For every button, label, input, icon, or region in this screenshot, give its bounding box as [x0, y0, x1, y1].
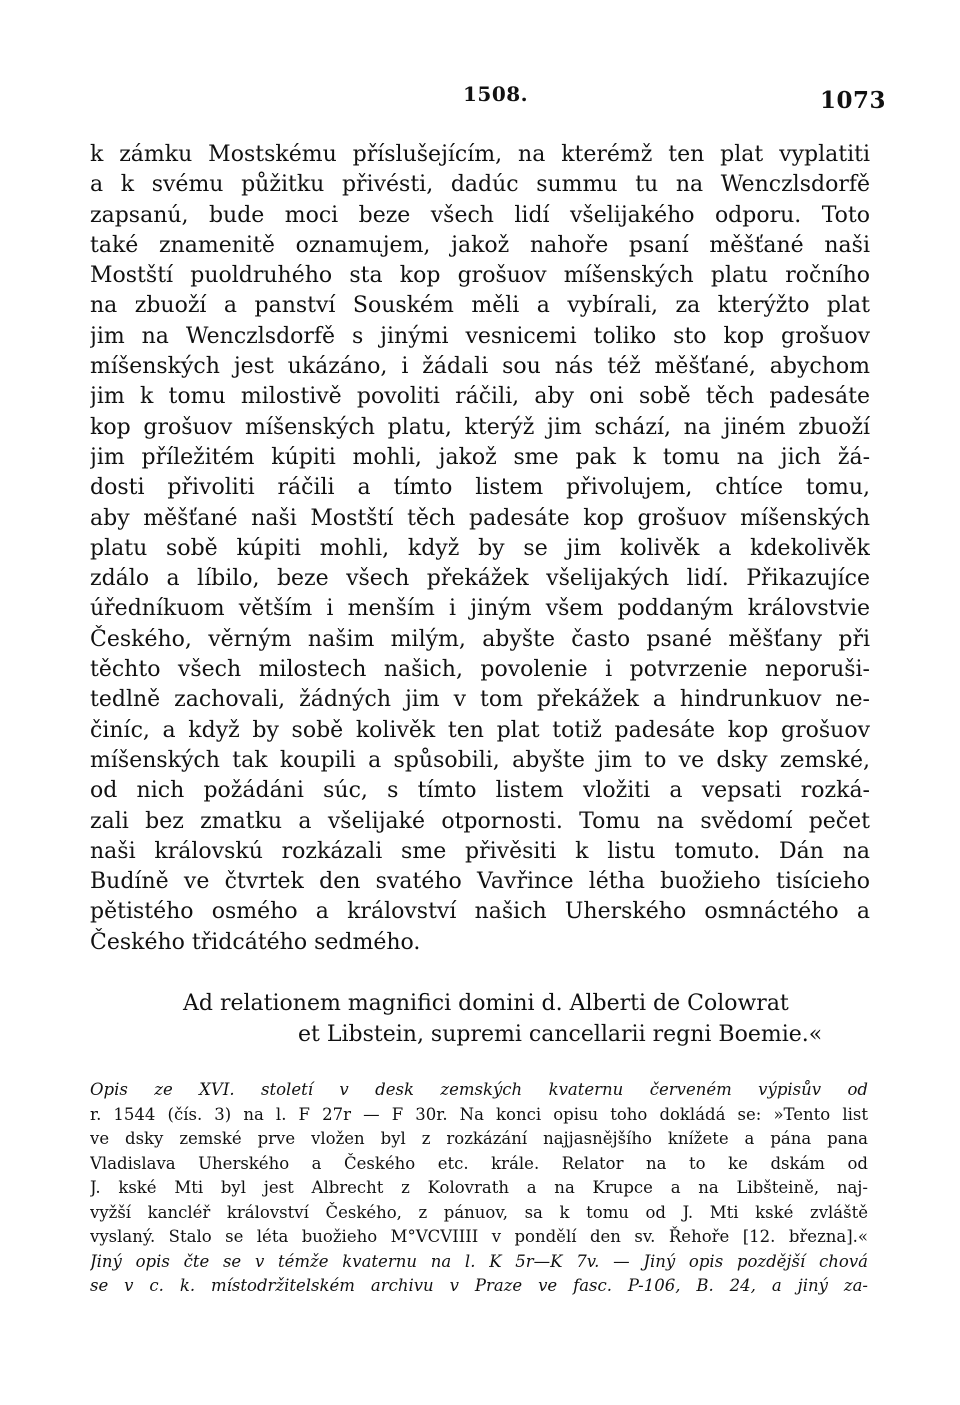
text-line: míšenských tak koupili a spůsobili, abyšte jim to ve dsky zemské,	[90, 747, 870, 773]
text-line: jim k tomu milostivě povoliti ráčili, aby oni sobě těch padesáte	[90, 384, 870, 410]
text-line: k zámku Mostskému příslušejícím, na kterémž ten plat vyplatiti	[90, 142, 870, 167]
footnote-line: ve dsky zemské prve vložen byl z rozkázání najjasnějšího knížete a pána pana	[90, 1129, 868, 1148]
text-line: a k svému půžitku přivésti, dadúc summu tu na Wenczlsdorfě	[90, 172, 870, 198]
text-line: kop grošuov míšenských platu, kterýž jim schází, na jiném zbuoží	[90, 414, 870, 440]
header-year: 1508.	[463, 82, 529, 106]
text-line: činíc, a když by sobě kolivěk ten plat totiž padesáte kop grošuov	[90, 717, 870, 743]
relation-line: Ad relationem magnifici domini d. Alberti de Colowrat	[183, 991, 789, 1016]
text-line: jim příležitém kúpiti mohli, jakož sme pak k tomu na jich žá-	[90, 444, 870, 470]
source-footnote	[90, 1078, 868, 1299]
footnote-line: J. kské Mti byl jest Albrecht z Kolovrath a na Krupce a na Libšteině, naj-	[90, 1178, 868, 1197]
footnote-line: Jiný opis čte se v témže kvaternu na l. K 5r—K 7v. — Jiný opis pozdější chová	[90, 1251, 868, 1271]
text-line: tedlně zachovali, žádných jim v tom překážek a hindrunkuov ne-	[90, 687, 870, 713]
text-line: Českého třidcátého sedmého.	[90, 929, 421, 955]
text-line: těchto všech milostech našich, povolenie i potvrzenie neporuši-	[90, 657, 870, 683]
text-line: Českého, věrným našim milým, abyšte často psané měšťany při	[90, 626, 870, 652]
page-number: 1073	[820, 87, 887, 114]
footnote-line: se v c. k. místodržitelském archivu v Praze ve fasc. P-106, B. 24, a jiný za-	[90, 1276, 868, 1295]
text-line: aby měšťané naši Mostští těch padesáte kop grošuov míšenských	[90, 505, 870, 531]
text-line: úředníkuom větším i menším i jiným všem poddaným královstvie	[90, 596, 870, 622]
text-line: Budíně ve čtvrtek den svatého Vavřince létha buožieho tisícieho	[90, 869, 870, 895]
footnote-line: Vladislava Uherského a Českého etc. krále. Relator na to ke dskám od	[90, 1153, 868, 1173]
relation-line: et Libstein, supremi cancellarii regni Boemie.«	[298, 1022, 823, 1047]
text-line: pětistého osmého a království našich Uherského osmnáctého a	[90, 899, 870, 925]
text-line: na zbuoží a panství Souském měli a vybírali, za kterýžto plat	[90, 293, 870, 319]
text-line: zdálo a líbilo, beze všech překážek všelijakých lidí. Přikazujíce	[90, 566, 870, 592]
text-line: Mostští puoldruhého sta kop grošuov míšenských platu ročního	[90, 263, 870, 289]
relation-note	[90, 988, 870, 1050]
text-line: dosti přivoliti ráčili a tímto listem přivolujem, chtíce tomu,	[90, 475, 870, 501]
text-line: zapsanú, bude moci beze všech lidí všelijakého odporu. Toto	[90, 202, 870, 228]
text-line: zali bez zmatku a všelijaké otpornosti. Tomu na svědomí pečet	[90, 808, 870, 834]
text-line: naši královskú rozkázali sme přivěsiti k listu tomuto. Dán na	[90, 838, 870, 864]
footnote-line: vyslaný. Stalo se léta buožieho M°VCVIIII v pondělí den sv. Řehoře [12. března].«	[90, 1227, 868, 1246]
text-line: jim na Wenczlsdorfě s jinými vesnicemi toliko sto kop grošuov	[90, 323, 870, 349]
text-line: míšenských jest ukázáno, i žádali sou nás též měšťané, abychom	[90, 354, 870, 380]
footnote-line: r. 1544 (čís. 3) na l. F 27r — F 30r. Na konci opisu toho dokládá se: »Tento list	[90, 1104, 868, 1124]
text-line: platu sobě kúpiti mohli, když by se jim kolivěk a kdekolivěk	[90, 535, 870, 561]
footnote-line: Opis ze XVI. století v desk zemských kvaternu červeném výpisův od	[90, 1080, 868, 1099]
text-line: také znamenitě oznamujem, jakož nahoře psaní měšťané naši	[90, 232, 870, 258]
charter-text	[90, 140, 870, 958]
footnote-line: vyžší kancléř království Českého, z pánuov, sa k tomu od J. Mti kské zvláště	[90, 1202, 868, 1222]
text-line: od nich požádáni súc, s tímto listem vložiti a vepsati rozká-	[90, 778, 870, 804]
